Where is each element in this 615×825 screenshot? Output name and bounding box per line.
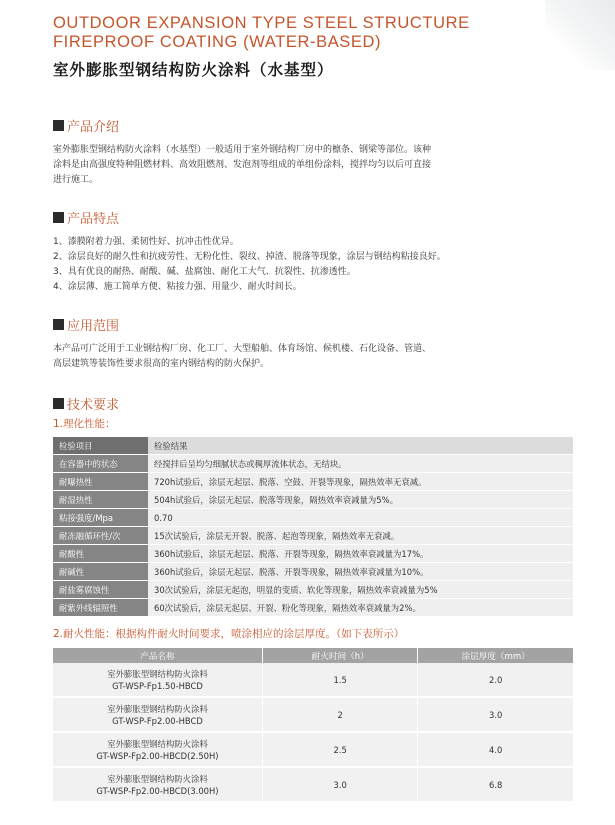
- product-model: GT-WSP-Fp1.50-HBCD: [112, 680, 203, 691]
- intro-line: 进行施工。: [53, 175, 99, 185]
- chinese-title: 室外膨胀型钢结构防火涂料（水基型）: [53, 60, 334, 79]
- product-name-cell: [53, 697, 262, 732]
- product-model: GT-WSP-Fp2.00-HBCD: [112, 715, 203, 726]
- table-header-row: [53, 437, 573, 455]
- fire-resistance-subheading: 2.耐火性能：根据构件耐火时间要求，喷涂相应的涂层厚度。（如下表所示）: [53, 628, 405, 640]
- table-row: [53, 599, 573, 617]
- section-square-icon: [53, 212, 64, 223]
- product-model: GT-WSP-Fp2.00-HBCD(3.00H): [96, 785, 219, 796]
- table-row: [53, 527, 573, 545]
- column-header-thickness: 涂层厚度（mm）: [418, 648, 573, 663]
- table-row: [53, 473, 573, 491]
- table-header-cell: 检验结果: [148, 437, 573, 455]
- product-name: 室外膨胀型钢结构防火涂料: [107, 703, 208, 714]
- test-item-cell: 耐湿热性: [53, 491, 148, 509]
- table-row: [53, 581, 573, 599]
- test-result-cell: 15次试验后，涂层无开裂、脱落、起泡等现象，隔热效率无衰减。: [148, 527, 573, 545]
- product-name: 室外膨胀型钢结构防火涂料: [107, 668, 208, 679]
- table-row: [53, 509, 573, 527]
- test-item-cell: 耐盐雾腐蚀性: [53, 581, 148, 599]
- test-result-cell: 360h试验后，涂层无起层、脱落、开裂等现象，隔热效率衰减量为10%。: [148, 563, 573, 581]
- table-row: [53, 545, 573, 563]
- fire-time-cell: 2.5: [262, 732, 417, 767]
- test-result-cell: 0.70: [148, 509, 573, 527]
- feature-item: 2、涂层良好的耐久性和抗疲劳性、无粉化性、裂纹、掉渣、脱落等现象，涂层与钢结构粘接良好。: [53, 252, 446, 262]
- table-header-row: [53, 648, 573, 663]
- table-row: [53, 491, 573, 509]
- intro-line: 室外膨胀型钢结构防火涂料（水基型）一般适用于室外钢结构厂房中的檩条、钢梁等部位。该种: [53, 145, 432, 155]
- product-name-cell: [53, 663, 262, 697]
- table-row: [53, 732, 573, 767]
- test-item-cell: 耐酸性: [53, 545, 148, 563]
- test-result-cell: 504h试验后，涂层无起层、脱落等现象，隔热效率衰减量为5%。: [148, 491, 573, 509]
- test-result-cell: 经搅拌后呈均匀细腻状态或稠厚流体状态，无结块。: [148, 455, 573, 473]
- section-title: 应用范围: [67, 319, 120, 334]
- test-result-cell: 360h试验后，涂层无起层、脱落、开裂等现象，隔热效率衰减量为17%。: [148, 545, 573, 563]
- fire-time-cell: 3.0: [262, 767, 417, 802]
- document-page: [53, 14, 573, 803]
- test-result-cell: 60次试验后，涂层无起层、开裂、粉化等现象，隔热效率衰减量为2%。: [148, 599, 573, 617]
- section-heading-intro: [53, 116, 573, 135]
- intro-line: 涂料是由高强度特种阻燃材料、高效阻燃剂、发泡剂等组成的单组份涂料，搅拌均匀以后可直接: [53, 160, 432, 170]
- product-name-cell: [53, 767, 262, 802]
- feature-item: 4、涂层薄、施工简单方便、粘接力强、用量少、耐火时间长。: [53, 282, 302, 292]
- test-result-cell: 30次试验后，涂层无起泡，明显的变质、软化等现象，隔热效率衰减量为5%: [148, 581, 573, 599]
- test-item-cell: 耐冻融循环性/次: [53, 527, 148, 545]
- section-square-icon: [53, 398, 64, 409]
- section-title: 产品介绍: [67, 120, 120, 135]
- test-item-cell: 耐紫外线辐照性: [53, 599, 148, 617]
- test-result-cell: 720h试验后，涂层无起层、脱落、空鼓、开裂等现象，隔热效率无衰减。: [148, 473, 573, 491]
- physical-chemical-table: [53, 437, 573, 617]
- table-row: [53, 767, 573, 802]
- test-item-cell: 耐曝热性: [53, 473, 148, 491]
- table-row: [53, 455, 573, 473]
- product-name-cell: [53, 732, 262, 767]
- scope-line: 本产品可广泛用于工业钢结构厂房、化工厂、大型船舶、体育场馆、候机楼、石化设备、管道、: [53, 344, 432, 354]
- table-row: [53, 563, 573, 581]
- fire-time-cell: 2: [262, 697, 417, 732]
- section-title: 技术要求: [67, 398, 120, 413]
- english-title-line-1: OUTDOOR EXPANSION TYPE STEEL STRUCTURE: [53, 14, 470, 32]
- section-heading-tech: [53, 394, 573, 413]
- column-header-fire-time: 耐火时间（h）: [262, 648, 417, 663]
- physical-chemical-subheading: 1.理化性能：: [53, 418, 116, 430]
- fire-resistance-table: [53, 648, 573, 803]
- section-square-icon: [53, 319, 64, 330]
- section-title: 产品特点: [67, 212, 120, 227]
- test-item-cell: 在容器中的状态: [53, 455, 148, 473]
- english-title-line-2: FIREPROOF COATING (WATER-BASED): [53, 33, 382, 51]
- scope-line: 高层建筑等装饰性要求很高的室内钢结构的防火保护。: [53, 359, 270, 369]
- thickness-cell: 4.0: [418, 732, 573, 767]
- section-heading-features: [53, 208, 573, 227]
- scope-paragraph: [53, 342, 573, 372]
- product-model: GT-WSP-Fp2.00-HBCD(2.50H): [96, 750, 219, 761]
- thickness-cell: 6.8: [418, 767, 573, 802]
- product-name: 室外膨胀型钢结构防火涂料: [107, 738, 208, 749]
- section-heading-scope: [53, 315, 573, 334]
- table-row: [53, 663, 573, 697]
- thickness-cell: 3.0: [418, 697, 573, 732]
- test-item-cell: 粘接强度/Mpa: [53, 509, 148, 527]
- features-list: [53, 235, 573, 295]
- intro-paragraph: [53, 143, 573, 188]
- column-header-product: 产品名称: [53, 648, 262, 663]
- table-header-cell: 检验项目: [53, 437, 148, 455]
- test-item-cell: 耐碱性: [53, 563, 148, 581]
- feature-item: 1、漆膜附着力强、柔韧性好、抗冲击性优异。: [53, 237, 239, 247]
- thickness-cell: 2.0: [418, 663, 573, 697]
- section-square-icon: [53, 120, 64, 131]
- feature-item: 3、具有优良的耐热、耐酸、碱、盐腐蚀、耐化工大气、抗裂性、抗渗透性。: [53, 267, 356, 277]
- fire-time-cell: 1.5: [262, 663, 417, 697]
- table-row: [53, 697, 573, 732]
- product-name: 室外膨胀型钢结构防火涂料: [107, 773, 208, 784]
